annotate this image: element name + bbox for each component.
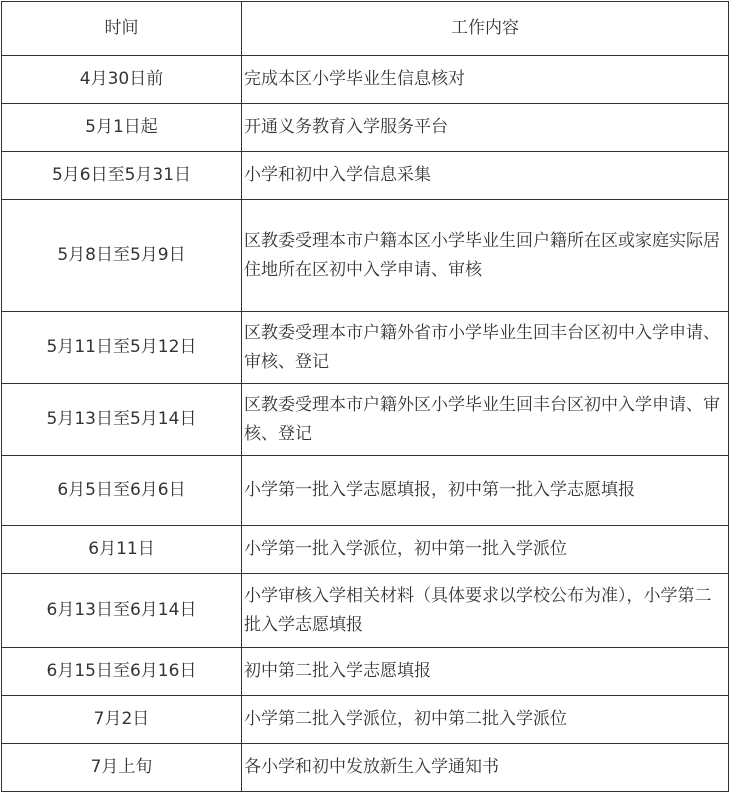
work-cell: 初中第二批入学志愿填报 <box>242 648 729 696</box>
work-cell: 区教委受理本市户籍外区小学毕业生回丰台区初中入学申请、审核、登记 <box>242 384 729 456</box>
table-row <box>2 648 729 696</box>
time-cell: 7月2日 <box>2 696 242 744</box>
time-cell: 5月13日至5月14日 <box>2 384 242 456</box>
work-cell: 完成本区小学毕业生信息核对 <box>242 56 729 104</box>
time-cell: 5月6日至5月31日 <box>2 152 242 200</box>
table-row <box>2 526 729 574</box>
header-row <box>2 2 729 56</box>
time-cell: 7月上旬 <box>2 744 242 792</box>
time-cell: 6月15日至6月16日 <box>2 648 242 696</box>
table-row <box>2 56 729 104</box>
table-row <box>2 104 729 152</box>
time-cell: 5月8日至5月9日 <box>2 200 242 312</box>
enrollment-schedule-table <box>1 1 729 792</box>
work-cell: 小学第二批入学派位，初中第二批入学派位 <box>242 696 729 744</box>
work-cell: 各小学和初中发放新生入学通知书 <box>242 744 729 792</box>
table-row <box>2 152 729 200</box>
table-row <box>2 456 729 526</box>
time-cell: 5月1日起 <box>2 104 242 152</box>
table-row <box>2 696 729 744</box>
work-cell: 小学审核入学相关材料（具体要求以学校公布为准），小学第二批入学志愿填报 <box>242 574 729 648</box>
time-cell: 6月13日至6月14日 <box>2 574 242 648</box>
work-cell: 小学第一批入学志愿填报，初中第一批入学志愿填报 <box>242 456 729 526</box>
table-row <box>2 744 729 792</box>
time-cell: 4月30日前 <box>2 56 242 104</box>
header-time: 时间 <box>2 2 242 56</box>
work-cell: 小学第一批入学派位，初中第一批入学派位 <box>242 526 729 574</box>
table-row <box>2 312 729 384</box>
time-cell: 6月11日 <box>2 526 242 574</box>
work-cell: 小学和初中入学信息采集 <box>242 152 729 200</box>
time-cell: 6月5日至6月6日 <box>2 456 242 526</box>
work-cell: 区教委受理本市户籍外省市小学毕业生回丰台区初中入学申请、审核、登记 <box>242 312 729 384</box>
time-cell: 5月11日至5月12日 <box>2 312 242 384</box>
work-cell: 开通义务教育入学服务平台 <box>242 104 729 152</box>
table-row <box>2 384 729 456</box>
header-work: 工作内容 <box>242 2 729 56</box>
table-row <box>2 200 729 312</box>
table-row <box>2 574 729 648</box>
work-cell: 区教委受理本市户籍本区小学毕业生回户籍所在区或家庭实际居住地所在区初中入学申请、审核 <box>242 200 729 312</box>
